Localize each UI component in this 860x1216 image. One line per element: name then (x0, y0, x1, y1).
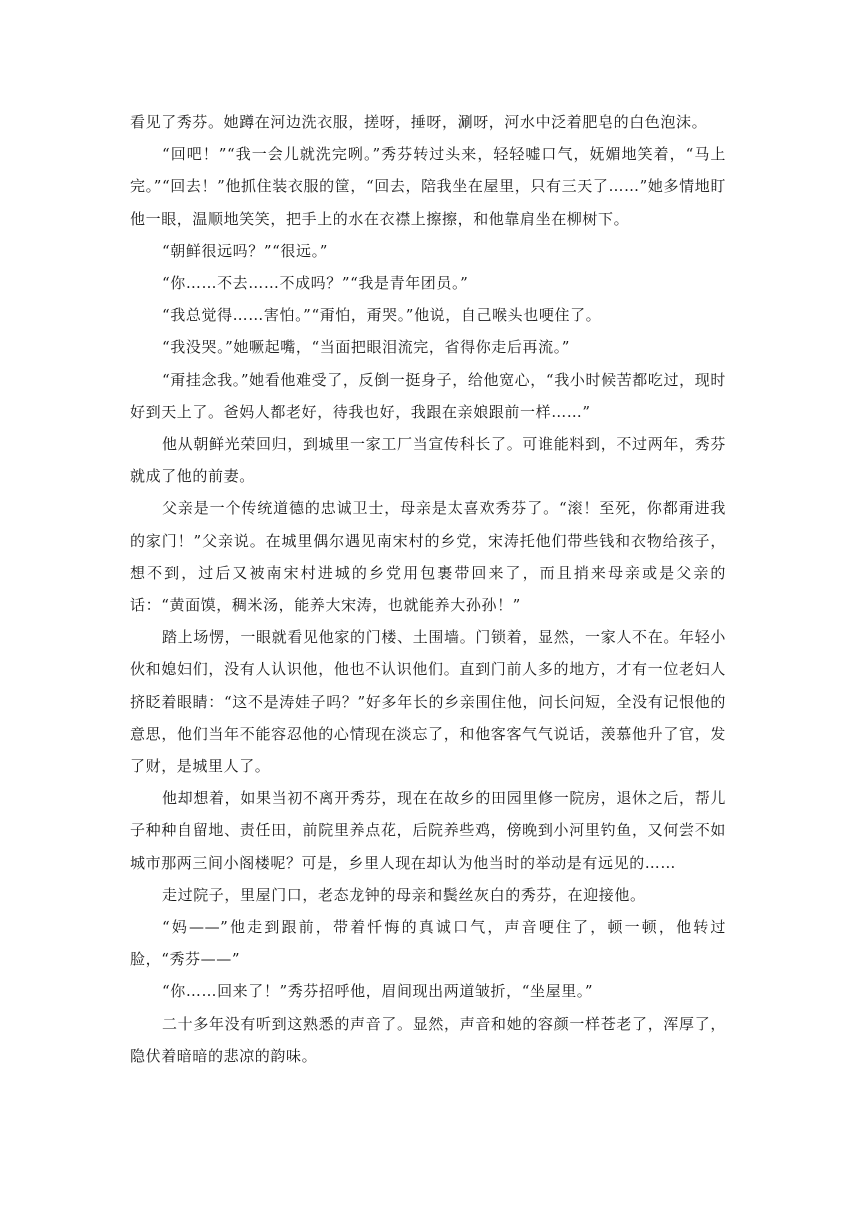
paragraph: “甭挂念我。”她看他难受了，反倒一挺身子，给他宽心，“我小时候苦都吃过，现时好到天上了。爸妈人都老好，待我也好，我跟在亲娘跟前一样……” (130, 370, 726, 421)
paragraph: “朝鲜很远吗？”“很远。” (162, 241, 328, 260)
text-body (130, 106, 726, 1072)
paragraph: 二十多年没有听到这熟悉的声音了。显然，声音和她的容颜一样苍老了，浑厚了，隐伏着暗暗的悲凉的韵味。 (130, 1014, 726, 1065)
paragraph: 走过院子，里屋门口，老态龙钟的母亲和鬓丝灰白的秀芬，在迎接他。 (162, 885, 646, 904)
paragraph: 踏上场愣，一眼就看见他家的门楼、土围墙。门锁着，显然，一家人不在。年轻小伙和媳妇们，没有人认识他，他也不认识他们。直到门前人多的地方，才有一位老妇人挤眨着眼睛：“这不是涛娃子吗？”好多年长的乡亲围住他，问长问短，全没有记恨他的意思，他们当年不能容忍他的心情现在淡忘了，和他客客气气说话，羡慕他升了官，发了财，是城里人了。 (130, 628, 726, 776)
paragraph: 他却想着，如果当初不离开秀芬，现在在故乡的田园里修一院房，退休之后，帮儿子种种自留地、责任田，前院里养点花，后院养些鸡，傍晚到小河里钓鱼，又何尝不如城市那两三间小阁楼呢？可是，乡里人现在却认为他当时的举动是有远见的…… (130, 789, 726, 872)
paragraph: “你……回来了！”秀芬招呼他，眉间现出两道皱折，“坐屋里。” (162, 982, 594, 1001)
paragraph: 父亲是一个传统道德的忠诚卫士，母亲是太喜欢秀芬了。“滚！至死，你都甭进我的家门！”父亲说。在城里偶尔遇见南宋村的乡党，宋涛托他们带些钱和衣物给孩子，想不到，过后又被南宋村进城的乡党用包裹带回来了，而且捎来母亲或是父亲的话：“黄面馍，稠米汤，能养大宋涛，也就能养大孙孙！” (130, 499, 726, 615)
paragraph: “我没哭。”她噘起嘴，“当面把眼泪流完，省得你走后再流。” (162, 338, 571, 357)
paragraph: 看见了秀芬。她蹲在河边洗衣服，搓呀，捶呀，涮呀，河水中泛着肥皂的白色泡沫。 (130, 113, 708, 131)
paragraph: “你……不去……不成吗？”“我是青年团员。” (162, 274, 469, 293)
paragraph: “回吧！”“我一会儿就洗完咧。”秀芬转过头来，轻轻嘘口气，妩媚地笑着，“马上完。”“回去！”他抓住装衣服的筐，“回去，陪我坐在屋里，只有三天了……”她多情地盯他一眼，温顺地笑笑，把手上的水在衣襟上擦擦，和他靠肩坐在柳树下。 (130, 145, 726, 228)
paragraph: “妈——”他走到跟前，带着忏悔的真诚口气，声音哽住了，顿一顿，他转过脸，“秀芬——” (130, 918, 726, 969)
paragraph: 他从朝鲜光荣回归，到城里一家工厂当宣传科长了。可谁能料到，不过两年，秀芬就成了他的前妻。 (130, 435, 726, 486)
paragraph: “我总觉得……害怕。”“甭怕，甭哭。”他说，自己喉头也哽住了。 (162, 306, 602, 325)
